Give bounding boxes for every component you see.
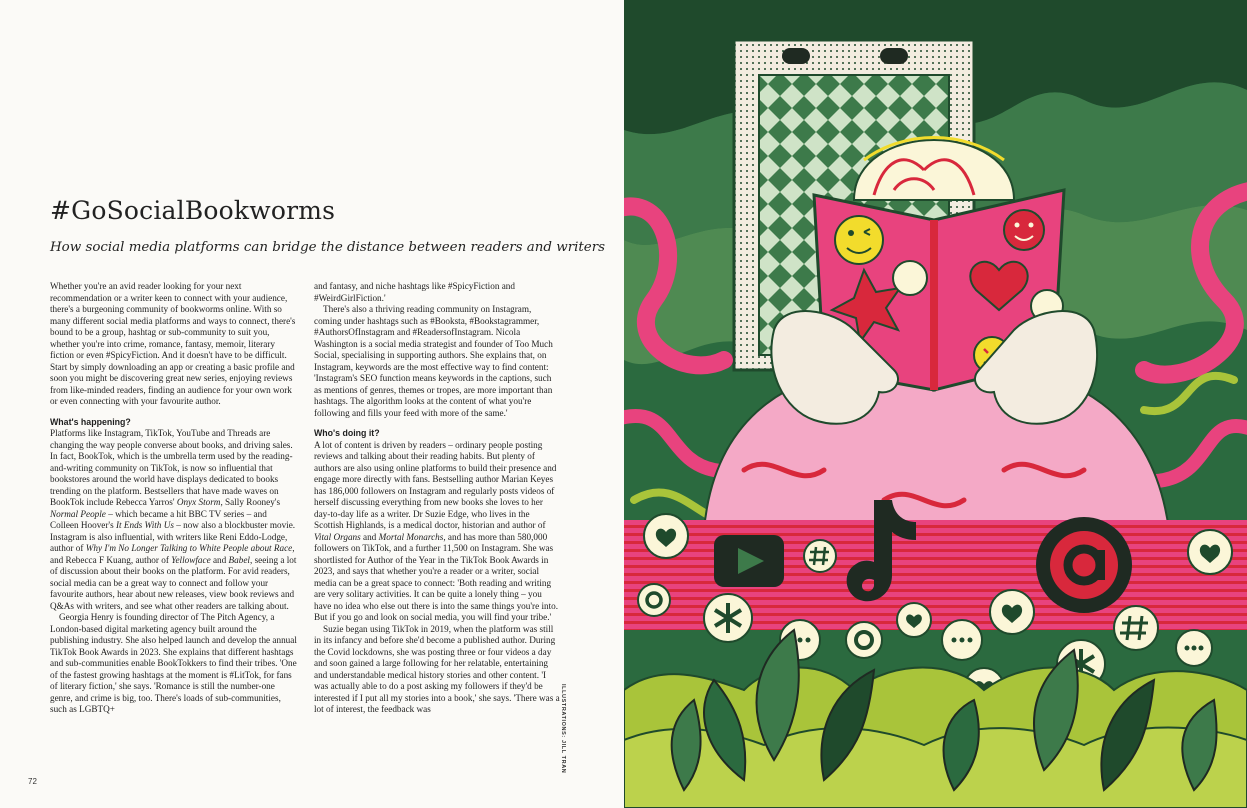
heart-icon: [897, 603, 931, 637]
page-number: 72: [28, 777, 37, 786]
heart-icon: [990, 590, 1034, 634]
hashtag-icon: [1114, 606, 1158, 650]
illustration: [624, 0, 1247, 808]
illustration-credit: ILLUSTRATIONS: JILL TRAN: [560, 684, 566, 774]
ring-icon: [638, 584, 670, 616]
body-paragraph: A lot of content is driven by readers – ordinary people posting reviews and talking about their reading habits. But plenty of authors are also using online platforms to build their presence and engage more directly with fans. Bestselling author Marian Keyes has 186,000 followers on Instagram and regularly posts videos of herself discussing everything from new books she loves to her day-to-day life as a writer. Dr Suzie Edge, who lives in the Scottish Highlands, is a medical doctor, historian and author of Vital Organs and Mortal Monarchs, and has more than 580,000 followers on TikTok, and a further 11,500 on Instagram. She was shortlisted for Author of the Year in the TikTok Book Awards in 2023, and says that whether you're a reader or a writer, social media can be a great space to connect: 'Both reading and writing are very solitary activities. It can be quite a lonely thing – you have no idea who else out there is into the same things you're into. But if you go and look on social media, you will find your tribe.': [314, 439, 559, 622]
window-slot: [880, 48, 908, 64]
body-paragraph: Suzie began using TikTok in 2019, when the platform was still in its infancy and before she'd become a published author. During the Covid lockdowns, she was posting three or four videos a day and soon gained a large following for her relatable, entertaining and understandable medical history stories and other content. 'I was actually able to do a post asking my followers if they'd be interested if I put all my stories into a book,' she says. 'There was a lot of interest, the feedback was: [314, 623, 560, 714]
ring-icon: [846, 622, 882, 658]
smiley-icon: [835, 216, 883, 264]
text-column-2: [314, 281, 561, 716]
window-slot: [782, 48, 810, 64]
smiley-icon: [1004, 210, 1044, 250]
asterisk-icon: [704, 594, 752, 642]
section-heading: Who's doing it?: [314, 428, 380, 438]
chat-bubble: [893, 261, 927, 295]
body-paragraph: There's also a thriving reading community on Instagram, coming under hashtags such as #Booksta, #Bookstagrammer, #AuthorsOfInstagram and #ReadersofInstagram. Nicola Washington is a social media strategist and founder of Too Much Social, specialising in supporting authors. She explains that, on Instagram, keywords are the most effective way to find content: 'Instagram's SEO function means keywords in the captions, such as mentions of genres, themes or tropes, are more important than hashtags. The algorithm looks at the content of what you're following and fills your feed with more of the same.': [314, 304, 553, 418]
speech-bubble-icon: [1176, 630, 1212, 666]
at-sign-icon: [1036, 517, 1132, 613]
speech-bubble-icon: [942, 620, 982, 660]
article-subtitle: How social media platforms can bridge the distance between readers and writers: [50, 240, 605, 255]
heart-icon: [1188, 530, 1232, 574]
body-paragraph: Platforms like Instagram, TikTok, YouTube and Threads are changing the way people converse about books, and driving sales. In fact, BookTok, which is the umbrella term used by the reading-and-writing community on TikTok, is now so influential that bookstores around the world have displays dedicated to books trending on the platform. Bestsellers that have made waves on BookTok include Rebecca Yarros' Onyx Storm, Sally Rooney's Normal People – which became a hit BBC TV series – and Colleen Hoover's It Ends With Us – now also a blockbuster movie. Instagram is also influential, with writers like Reni Eddo-Lodge, author of Why I'm No Longer Talking to White People about Race, and Rebecca F Kuang, author of Yellowface and Babel, seeing a lot of discussion about their books on the platform. For avid readers, social media can be a great way to connect and follow your favourite authors, hear about new releases, view book reviews and Q&As with writers, and see what other readers are talking about.: [50, 428, 297, 611]
intro-paragraph: Whether you're an avid reader looking for your next recommendation or a writer keen to connect with your audience, there's a burgeoning community of bookworms online. With so many different social media platforms and ways to connect, there's bound to be a group, hashtag or sub-community to suit you, whether you're into crime, romance, fantasy, memoir, literary fiction or even #SpicyFiction. And it doesn't have to be difficult. Start by simply downloading an app or creating a basic profile and soon you might be discovering great new series, enjoying reviews from like-minded readers, finding an audience for your own work or even connecting with your favourite author.: [50, 281, 296, 406]
body-paragraph: Georgia Henry is founding director of The Pitch Agency, a London-based digital marketing agency built around the publishing industry. She also helped launch and develop the annual TikTok Book Awards in 2023. She explains that different hashtags and sub-communities enable BookTokkers to find their tribes. 'One of the fastest growing hashtags at the moment is #LitTok, for fans of literary fiction,' she says. 'Romance is still the number-one genre, and crime is big, too. There's loads of sub-communities, such as LGBTQ+: [50, 612, 297, 714]
section-heading: What's happening?: [50, 416, 131, 427]
body-paragraph: and fantasy, and niche hashtags like #SpicyFiction and #WeirdGirlFiction.': [314, 281, 515, 303]
hashtag-icon: [804, 540, 836, 572]
illustration-svg: [624, 0, 1247, 808]
text-column-1: [50, 281, 297, 716]
heart-icon: [644, 514, 688, 558]
play-icon: [714, 535, 784, 587]
article-title: #GoSocialBookworms: [50, 196, 336, 225]
